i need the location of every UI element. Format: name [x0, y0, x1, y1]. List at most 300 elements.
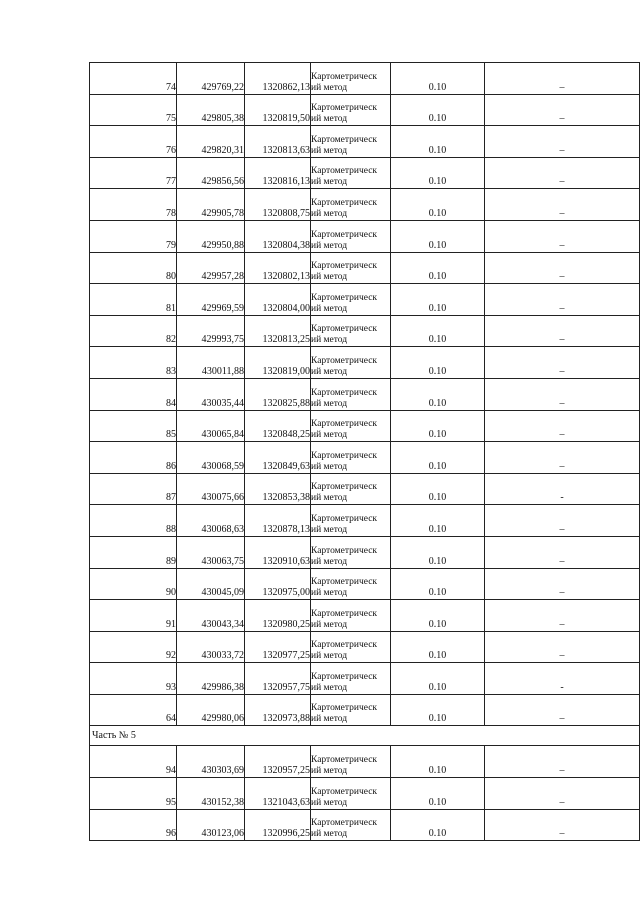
method-cell-text: Картометрическ ий метод	[311, 640, 378, 662]
accuracy-cell-text: 0.10	[428, 81, 447, 93]
description-cell-text: –	[559, 207, 565, 219]
point-number-cell-text: 87	[166, 492, 176, 504]
point-number-cell	[90, 809, 177, 841]
x-coordinate-cell	[177, 378, 245, 410]
description-cell	[485, 663, 640, 695]
accuracy-cell	[391, 94, 485, 126]
table-row	[90, 600, 640, 632]
description-cell-text: –	[559, 365, 565, 377]
method-cell	[311, 694, 391, 726]
table-row	[90, 410, 640, 442]
x-coordinate-cell	[177, 536, 245, 568]
table-row	[90, 442, 640, 474]
accuracy-cell	[391, 126, 485, 158]
accuracy-cell	[391, 410, 485, 442]
point-number-cell	[90, 126, 177, 158]
x-coordinate-cell	[177, 220, 245, 252]
method-cell-text: Картометрическ ий метод	[311, 134, 378, 156]
x-coordinate-cell	[177, 315, 245, 347]
point-number-cell	[90, 568, 177, 600]
y-coordinate-cell	[245, 473, 311, 505]
accuracy-cell-text: 0.10	[428, 555, 447, 567]
y-coordinate-cell	[245, 536, 311, 568]
method-cell-text: Картометрическ ий метод	[311, 324, 378, 346]
y-coordinate-cell-text: 1320813,25	[262, 334, 310, 346]
y-coordinate-cell-text: 1320878,13	[262, 523, 310, 535]
coordinates-table-body	[90, 63, 640, 841]
y-coordinate-cell	[245, 694, 311, 726]
point-number-cell-text: 96	[166, 828, 176, 840]
x-coordinate-cell	[177, 746, 245, 778]
description-cell	[485, 746, 640, 778]
accuracy-cell-text: 0.10	[428, 271, 447, 283]
y-coordinate-cell-text: 1320848,25	[262, 429, 310, 441]
point-number-cell-text: 83	[166, 365, 176, 377]
point-number-cell	[90, 315, 177, 347]
method-cell	[311, 157, 391, 189]
point-number-cell	[90, 378, 177, 410]
table-row	[90, 220, 640, 252]
method-cell-text: Картометрическ ий метод	[311, 818, 378, 840]
table-row	[90, 63, 640, 95]
description-cell	[485, 94, 640, 126]
x-coordinate-cell	[177, 347, 245, 379]
accuracy-cell	[391, 746, 485, 778]
description-cell	[485, 315, 640, 347]
y-coordinate-cell-text: 1320996,25	[262, 828, 310, 840]
method-cell-text: Картометрическ ий метод	[311, 786, 378, 808]
accuracy-cell	[391, 157, 485, 189]
y-coordinate-cell	[245, 189, 311, 221]
x-coordinate-cell	[177, 631, 245, 663]
method-cell-text: Картометрическ ий метод	[311, 608, 378, 630]
method-cell-text: Картометрическ ий метод	[311, 387, 378, 409]
description-cell	[485, 347, 640, 379]
y-coordinate-cell-text: 1320849,63	[262, 460, 310, 472]
accuracy-cell	[391, 315, 485, 347]
y-coordinate-cell-text: 1320977,25	[262, 650, 310, 662]
accuracy-cell-text: 0.10	[428, 796, 447, 808]
y-coordinate-cell-text: 1320910,63	[262, 555, 310, 567]
method-cell-text: Картометрическ ий метод	[311, 419, 378, 441]
method-cell-text: Картометрическ ий метод	[311, 261, 378, 283]
method-cell	[311, 505, 391, 537]
description-cell-text: –	[559, 618, 565, 630]
y-coordinate-cell-text: 1320957,75	[262, 681, 310, 693]
accuracy-cell-text: 0.10	[428, 207, 447, 219]
description-cell-text: –	[559, 239, 565, 251]
method-cell-text: Картометрическ ий метод	[311, 355, 378, 377]
table-row	[90, 473, 640, 505]
x-coordinate-cell-text: 430068,63	[201, 523, 244, 535]
method-cell-text: Картометрическ ий метод	[311, 292, 378, 314]
y-coordinate-cell	[245, 663, 311, 695]
description-cell	[485, 809, 640, 841]
description-cell	[485, 189, 640, 221]
accuracy-cell-text: 0.10	[428, 239, 447, 251]
y-coordinate-cell	[245, 284, 311, 316]
accuracy-cell-text: 0.10	[428, 492, 447, 504]
description-cell-text: –	[559, 796, 565, 808]
method-cell-text: Картометрическ ий метод	[311, 166, 378, 188]
x-coordinate-cell	[177, 505, 245, 537]
x-coordinate-cell	[177, 694, 245, 726]
accuracy-cell	[391, 778, 485, 810]
method-cell	[311, 568, 391, 600]
accuracy-cell-text: 0.10	[428, 334, 447, 346]
point-number-cell-text: 81	[166, 302, 176, 314]
method-cell-text: Картометрическ ий метод	[311, 755, 378, 777]
table-row	[90, 284, 640, 316]
point-number-cell-text: 80	[166, 271, 176, 283]
accuracy-cell	[391, 694, 485, 726]
point-number-cell-text: 78	[166, 207, 176, 219]
point-number-cell	[90, 600, 177, 632]
method-cell	[311, 663, 391, 695]
accuracy-cell-text: 0.10	[428, 176, 447, 188]
point-number-cell	[90, 536, 177, 568]
description-cell	[485, 378, 640, 410]
accuracy-cell-text: 0.10	[428, 828, 447, 840]
y-coordinate-cell	[245, 63, 311, 95]
x-coordinate-cell-text: 429769,22	[201, 81, 244, 93]
x-coordinate-cell	[177, 809, 245, 841]
x-coordinate-cell-text: 430043,34	[201, 618, 244, 630]
point-number-cell	[90, 778, 177, 810]
y-coordinate-cell-text: 1320819,00	[262, 365, 310, 377]
x-coordinate-cell-text: 429957,28	[201, 271, 244, 283]
point-number-cell-text: 90	[166, 587, 176, 599]
accuracy-cell-text: 0.10	[428, 113, 447, 125]
accuracy-cell-text: 0.10	[428, 681, 447, 693]
table-row	[90, 315, 640, 347]
y-coordinate-cell-text: 1320853,38	[262, 492, 310, 504]
accuracy-cell	[391, 220, 485, 252]
table-row	[90, 663, 640, 695]
method-cell	[311, 631, 391, 663]
accuracy-cell-text: 0.10	[428, 144, 447, 156]
description-cell-text: –	[559, 144, 565, 156]
method-cell-text: Картометрическ ий метод	[311, 229, 378, 251]
description-cell	[485, 536, 640, 568]
accuracy-cell	[391, 252, 485, 284]
point-number-cell-text: 93	[166, 681, 176, 693]
accuracy-cell	[391, 505, 485, 537]
table-row	[90, 347, 640, 379]
x-coordinate-cell-text: 430075,66	[201, 492, 244, 504]
point-number-cell	[90, 284, 177, 316]
method-cell	[311, 126, 391, 158]
point-number-cell-text: 88	[166, 523, 176, 535]
point-number-cell	[90, 252, 177, 284]
x-coordinate-cell-text: 430033,72	[201, 650, 244, 662]
accuracy-cell-text: 0.10	[428, 397, 447, 409]
method-cell	[311, 442, 391, 474]
point-number-cell	[90, 746, 177, 778]
accuracy-cell-text: 0.10	[428, 587, 447, 599]
x-coordinate-cell	[177, 189, 245, 221]
x-coordinate-cell-text: 430011,88	[201, 365, 244, 377]
y-coordinate-cell	[245, 252, 311, 284]
method-cell	[311, 220, 391, 252]
description-cell	[485, 63, 640, 95]
point-number-cell	[90, 631, 177, 663]
x-coordinate-cell	[177, 252, 245, 284]
accuracy-cell	[391, 347, 485, 379]
coordinates-table	[89, 62, 640, 841]
table-row	[90, 536, 640, 568]
point-number-cell	[90, 442, 177, 474]
x-coordinate-cell	[177, 157, 245, 189]
table-row	[90, 505, 640, 537]
table-row	[90, 94, 640, 126]
x-coordinate-cell-text: 429980,06	[201, 713, 244, 725]
x-coordinate-cell-text: 430068,59	[201, 460, 244, 472]
accuracy-cell-text: 0.10	[428, 460, 447, 472]
point-number-cell	[90, 63, 177, 95]
y-coordinate-cell-text: 1320804,00	[262, 302, 310, 314]
description-cell-text: –	[559, 765, 565, 777]
point-number-cell-text: 75	[166, 113, 176, 125]
y-coordinate-cell	[245, 94, 311, 126]
y-coordinate-cell	[245, 347, 311, 379]
table-row	[90, 378, 640, 410]
point-number-cell-text: 89	[166, 555, 176, 567]
accuracy-cell	[391, 442, 485, 474]
y-coordinate-cell-text: 1320816,13	[262, 176, 310, 188]
point-number-cell-text: 77	[166, 176, 176, 188]
x-coordinate-cell-text: 429950,88	[201, 239, 244, 251]
description-cell	[485, 284, 640, 316]
y-coordinate-cell-text: 1320813,63	[262, 144, 310, 156]
point-number-cell-text: 86	[166, 460, 176, 472]
accuracy-cell-text: 0.10	[428, 713, 447, 725]
accuracy-cell	[391, 631, 485, 663]
description-cell-text: –	[559, 460, 565, 472]
y-coordinate-cell-text: 1320802,13	[262, 271, 310, 283]
description-cell	[485, 252, 640, 284]
description-cell	[485, 473, 640, 505]
x-coordinate-cell	[177, 63, 245, 95]
method-cell	[311, 600, 391, 632]
description-cell	[485, 694, 640, 726]
accuracy-cell-text: 0.10	[428, 618, 447, 630]
method-cell	[311, 252, 391, 284]
method-cell	[311, 809, 391, 841]
point-number-cell	[90, 189, 177, 221]
description-cell	[485, 568, 640, 600]
method-cell-text: Картометрическ ий метод	[311, 71, 378, 93]
method-cell-text: Картометрическ ий метод	[311, 577, 378, 599]
x-coordinate-cell-text: 429969,59	[201, 302, 244, 314]
accuracy-cell	[391, 63, 485, 95]
section-row	[90, 726, 640, 746]
point-number-cell-text: 76	[166, 144, 176, 156]
y-coordinate-cell	[245, 746, 311, 778]
accuracy-cell	[391, 663, 485, 695]
description-cell-text: –	[559, 587, 565, 599]
description-cell-text: –	[559, 176, 565, 188]
accuracy-cell-text: 0.10	[428, 365, 447, 377]
x-coordinate-cell-text: 430045,09	[201, 587, 244, 599]
method-cell	[311, 189, 391, 221]
method-cell-text: Картометрическ ий метод	[311, 671, 378, 693]
accuracy-cell	[391, 809, 485, 841]
accuracy-cell-text: 0.10	[428, 302, 447, 314]
description-cell-text: –	[559, 81, 565, 93]
y-coordinate-cell	[245, 410, 311, 442]
description-cell-text: –	[559, 113, 565, 125]
method-cell-text: Картометрическ ий метод	[311, 513, 378, 535]
accuracy-cell	[391, 568, 485, 600]
x-coordinate-cell	[177, 442, 245, 474]
table-row	[90, 252, 640, 284]
method-cell	[311, 94, 391, 126]
y-coordinate-cell-text: 1321043,63	[262, 796, 310, 808]
point-number-cell	[90, 505, 177, 537]
point-number-cell	[90, 347, 177, 379]
y-coordinate-cell-text: 1320819,50	[262, 113, 310, 125]
description-cell-text: –	[559, 828, 565, 840]
description-cell-text: -	[560, 681, 564, 693]
description-cell-text: –	[559, 713, 565, 725]
method-cell-text: Картометрическ ий метод	[311, 103, 378, 125]
y-coordinate-cell-text: 1320975,00	[262, 587, 310, 599]
accuracy-cell	[391, 189, 485, 221]
point-number-cell-text: 82	[166, 334, 176, 346]
point-number-cell	[90, 694, 177, 726]
point-number-cell	[90, 94, 177, 126]
method-cell	[311, 284, 391, 316]
table-row	[90, 778, 640, 810]
y-coordinate-cell	[245, 778, 311, 810]
y-coordinate-cell-text: 1320862,13	[262, 81, 310, 93]
y-coordinate-cell	[245, 220, 311, 252]
y-coordinate-cell	[245, 126, 311, 158]
point-number-cell-text: 91	[166, 618, 176, 630]
description-cell-text: –	[559, 302, 565, 314]
x-coordinate-cell-text: 430152,38	[201, 796, 244, 808]
accuracy-cell-text: 0.10	[428, 650, 447, 662]
description-cell	[485, 157, 640, 189]
y-coordinate-cell-text: 1320825,88	[262, 397, 310, 409]
method-cell	[311, 347, 391, 379]
method-cell	[311, 410, 391, 442]
description-cell	[485, 410, 640, 442]
method-cell	[311, 315, 391, 347]
method-cell	[311, 746, 391, 778]
point-number-cell-text: 94	[166, 765, 176, 777]
x-coordinate-cell	[177, 94, 245, 126]
description-cell-text: –	[559, 523, 565, 535]
y-coordinate-cell-text: 1320808,75	[262, 207, 310, 219]
point-number-cell-text: 64	[166, 713, 176, 725]
table-row	[90, 694, 640, 726]
table-row	[90, 568, 640, 600]
description-cell-text: -	[560, 492, 564, 504]
point-number-cell-text: 85	[166, 429, 176, 441]
x-coordinate-cell-text: 430303,69	[201, 765, 244, 777]
x-coordinate-cell-text: 430035,44	[201, 397, 244, 409]
description-cell	[485, 778, 640, 810]
accuracy-cell	[391, 284, 485, 316]
point-number-cell-text: 95	[166, 796, 176, 808]
description-cell-text: –	[559, 555, 565, 567]
point-number-cell	[90, 473, 177, 505]
x-coordinate-cell	[177, 410, 245, 442]
method-cell	[311, 536, 391, 568]
x-coordinate-cell	[177, 663, 245, 695]
accuracy-cell-text: 0.10	[428, 523, 447, 535]
y-coordinate-cell	[245, 315, 311, 347]
description-cell	[485, 600, 640, 632]
accuracy-cell	[391, 600, 485, 632]
y-coordinate-cell-text: 1320804,38	[262, 239, 310, 251]
point-number-cell-text: 84	[166, 397, 176, 409]
description-cell	[485, 126, 640, 158]
point-number-cell-text: 79	[166, 239, 176, 251]
point-number-cell	[90, 157, 177, 189]
x-coordinate-cell	[177, 126, 245, 158]
y-coordinate-cell	[245, 157, 311, 189]
point-number-cell	[90, 220, 177, 252]
x-coordinate-cell-text: 430123,06	[201, 828, 244, 840]
table-row	[90, 157, 640, 189]
description-cell-text: –	[559, 397, 565, 409]
x-coordinate-cell-text: 429986,38	[201, 681, 244, 693]
point-number-cell	[90, 663, 177, 695]
description-cell	[485, 631, 640, 663]
x-coordinate-cell-text: 429820,31	[201, 144, 244, 156]
table-row	[90, 631, 640, 663]
y-coordinate-cell-text: 1320980,25	[262, 618, 310, 630]
method-cell-text: Картометрическ ий метод	[311, 482, 378, 504]
accuracy-cell	[391, 473, 485, 505]
method-cell-text: Картометрическ ий метод	[311, 450, 378, 472]
accuracy-cell-text: 0.10	[428, 429, 447, 441]
description-cell-text: –	[559, 271, 565, 283]
x-coordinate-cell	[177, 473, 245, 505]
point-number-cell	[90, 410, 177, 442]
method-cell	[311, 778, 391, 810]
point-number-cell-text: 92	[166, 650, 176, 662]
method-cell-text: Картометрическ ий метод	[311, 197, 378, 219]
table-row	[90, 126, 640, 158]
method-cell	[311, 378, 391, 410]
y-coordinate-cell	[245, 600, 311, 632]
x-coordinate-cell	[177, 284, 245, 316]
table-row	[90, 746, 640, 778]
description-cell-text: –	[559, 334, 565, 346]
x-coordinate-cell-text: 429993,75	[201, 334, 244, 346]
y-coordinate-cell	[245, 442, 311, 474]
description-cell	[485, 505, 640, 537]
accuracy-cell	[391, 378, 485, 410]
x-coordinate-cell	[177, 600, 245, 632]
description-cell	[485, 442, 640, 474]
section-label: Часть № 5	[90, 726, 640, 746]
accuracy-cell-text: 0.10	[428, 765, 447, 777]
x-coordinate-cell-text: 430065,84	[201, 429, 244, 441]
y-coordinate-cell	[245, 505, 311, 537]
y-coordinate-cell	[245, 809, 311, 841]
description-cell-text: –	[559, 429, 565, 441]
y-coordinate-cell	[245, 631, 311, 663]
point-number-cell-text: 74	[166, 81, 176, 93]
y-coordinate-cell	[245, 568, 311, 600]
x-coordinate-cell-text: 429805,38	[201, 113, 244, 125]
description-cell-text: –	[559, 650, 565, 662]
